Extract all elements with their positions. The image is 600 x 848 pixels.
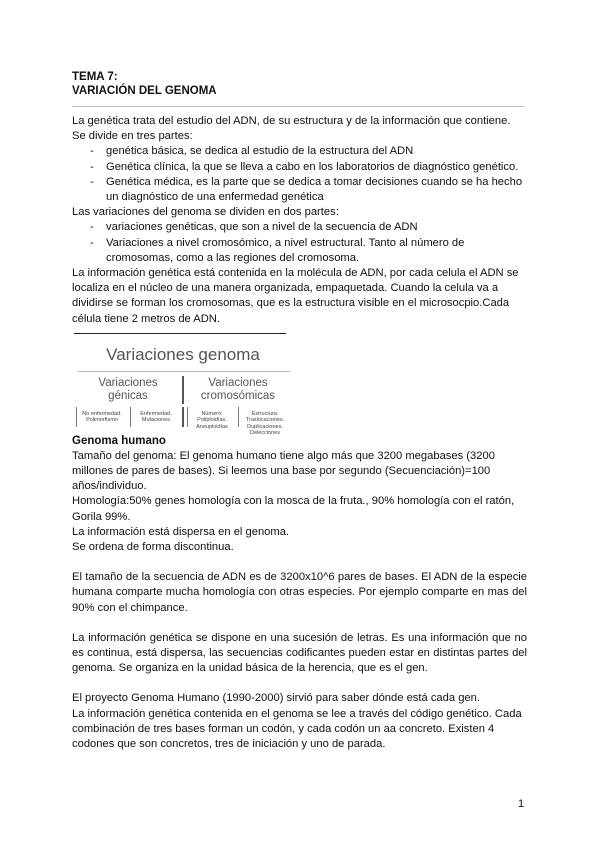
diagram-title: Variaciones genoma [106, 344, 260, 364]
genoma-line: Homología:50% genes homología con la mosca de la fruta., 90% homología con el ratón, Gorila 99%. [72, 495, 515, 523]
list-item: - Genética clínica, la que se lleva a cabo en los laboratorios de diagnóstico genético. [72, 160, 527, 175]
diagram-bracket [238, 407, 239, 427]
diagram-leaf: Número: Poliploidías. Aneuploidías [196, 410, 228, 430]
diagram-bracket [187, 407, 188, 427]
genoma-line: Tamaño del genoma: El genoma humano tiene algo más que 3200 megabases (3200 millones de pares de bases). Si leemos una base por segundo (Secuenciación)=100 años/individuo. [72, 449, 495, 493]
tamano-paragraph: El tamaño de la secuencia de ADN es de 3200x10^6 pares de bases. El ADN de la especie humana comparte mucha homología con otras especies. Por ejemplo comparte en mas del 90% con el chimpance. [72, 571, 527, 614]
variaciones-diagram [74, 333, 294, 437]
diagram-bracket [76, 407, 77, 427]
genoma-line: Se ordena de forma discontinua. [72, 541, 234, 554]
tema-label: TEMA 7: [72, 71, 118, 83]
page-number: 1 [518, 798, 525, 810]
sucesion-paragraph: La información genética se dispone en una sucesión de letras. Es una información que no es continua, está dispersa, las secuencias codificantes pueden estar en distintas partes del genoma. Se organiza en la unidad básica de la herencia, que es el gen. [72, 631, 527, 675]
list-item: - genética básica, se dedica al estudio de la estructura del ADN [72, 144, 527, 159]
diagram-right-node: Variaciones cromosómicas [200, 376, 276, 402]
intro-partes-lead: Se divide en tres partes: [72, 130, 193, 143]
section-title: Genoma humano [72, 434, 166, 447]
document-title: VARIACIÓN DEL GENOMA [72, 85, 217, 97]
diagram-separator [182, 376, 184, 404]
diagram-leaf: No enfermedad. Polimorfismo [82, 410, 122, 424]
page-content [72, 70, 527, 752]
diagram-separator [182, 407, 184, 427]
diagram-left-node: Variaciones génicas [98, 376, 158, 402]
adn-paragraph: La información genética está contenida en la molécula de ADN, por cada celula el ADN se localiza en el núcleo de una manera organizada, empaquetada. Cuando la celula va a dividirse se forman los cromosomas, que es la estructura visible en el microsocpio.Cada célula tiene 2 metros de ADN. [72, 267, 519, 325]
title-divider [72, 106, 524, 107]
intro-paragraph: La genética trata del estudio del ADN, de su estructura y de la información que contiene. [72, 115, 511, 127]
diagram-leaf: Estructura: Traslocaciones. Duplicaciones. Delecciones [245, 410, 285, 437]
list-item: - variaciones genéticas, que son a nivel de la secuencia de ADN [72, 220, 527, 235]
diagram-divider [78, 371, 290, 372]
proyecto-paragraph: El proyecto Genoma Humano (1990-2000) sirvió para saber dónde está cada gen. [72, 692, 480, 705]
diagram-bracket [130, 407, 131, 427]
list-item: - Variaciones a nivel cromosómico, a nivel estructural. Tanto al número de cromosomas, como a las regiones del cromosoma. [72, 236, 527, 266]
variaciones-list [72, 220, 527, 266]
partes-list [72, 144, 527, 205]
variaciones-lead: Las variaciones del genoma se dividen en dos partes: [72, 206, 339, 219]
diagram-leaf: Enfermedad. Mutaciones [140, 410, 172, 424]
genoma-line: La información está dispersa en el genoma. [72, 525, 290, 538]
codigo-paragraph: La información genética contenida en el genoma se lee a través del código genético. Cada combinación de tres bases forman un codón, y cada codón un aa concreto. Existen 4 codones que son concretos, tres de iniciación y uno de parada. [72, 707, 522, 751]
list-item: - Genética médica, es la parte que se dedica a tomar decisiones cuando se ha hecho un diagnóstico de una enfermedad genética [72, 175, 527, 205]
diagram-top-line [74, 333, 286, 334]
